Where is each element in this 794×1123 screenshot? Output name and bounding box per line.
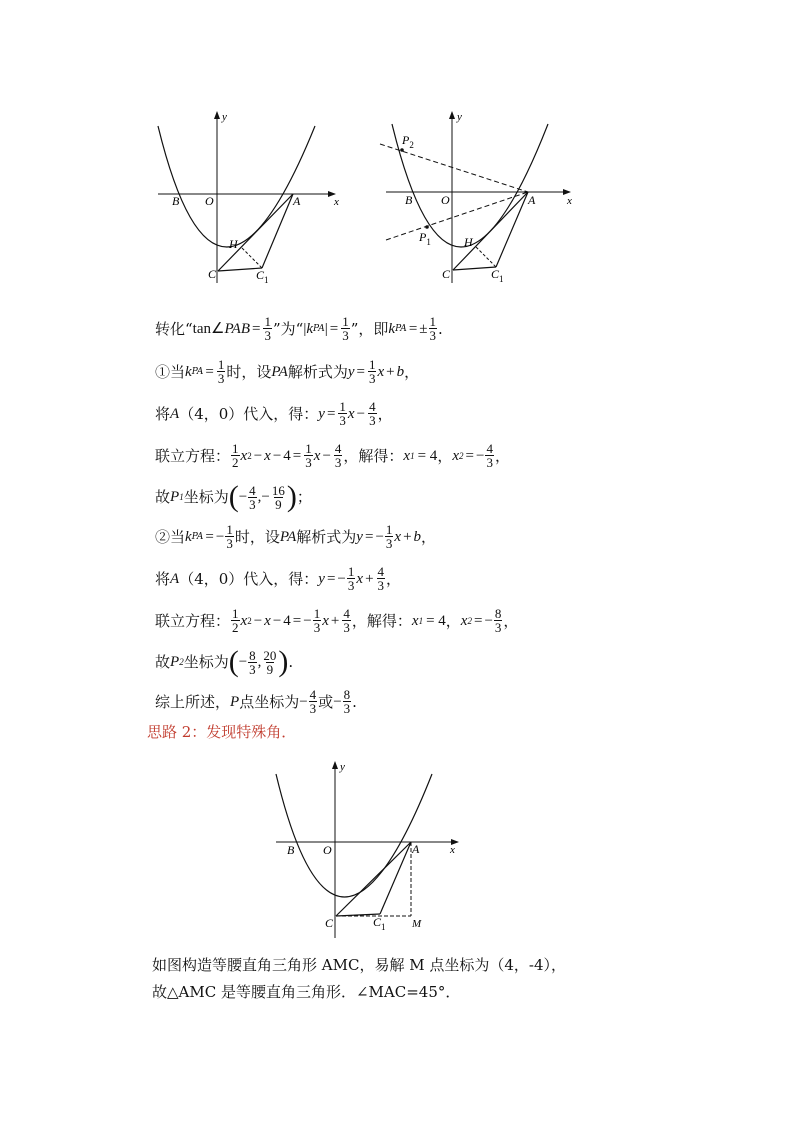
line-case-1: ①当 k PA = $\frac{1}{3}$ 时，设 PA 解析式为 y = $\frac{1}{3}$ x + b ， [155,357,420,386]
dashed-HC1 [242,248,262,268]
segment-AC [218,194,293,271]
label-P2: $P_2$ [402,133,414,150]
dashed-HC1 [476,247,496,267]
figure-parabola-1 [150,108,350,288]
figure-parabola-2 [378,108,578,288]
label-C: C [442,267,451,281]
point-P1 [425,225,429,229]
line-p1-coord: 故 P 1 坐标为 ( − $\frac{4}{3}$ , − $\frac{16}{9}$ ) ； [155,480,312,513]
label-A: A [293,194,301,208]
parabola-curve [276,774,432,897]
label-B: B [405,193,413,207]
segment-AC1 [496,192,528,267]
label-B: B [172,194,180,208]
parabola-curve [392,124,548,247]
label-M: M [412,918,422,930]
conclusion-line-1: 如图构造等腰直角三角形 AMC，易解 M 点坐标为（4，-4）， [152,956,566,974]
label-C1: $C_1$ [373,915,386,932]
label-C: C [325,916,334,930]
line-p2-coord: 故 P 2 坐标为 ( − $\frac{8}{3}$ , $\frac{20}{9}$ ) . [155,645,294,678]
line-substitute-2: 将 A （4，0）代入，得： y = − $\frac{1}{3}$ x + $\frac{4}{3}$ ， [155,564,402,593]
line-system-1: 联立方程： $\frac{1}{2}$ x 2 − x − 4 = $\frac{1}{3}$ x − $\frac{4}{3}$ ，解得： x 1 = 4 ， x 2 = − $\frac{4}{3}$ ， [155,441,510,470]
label-B: B [287,843,295,857]
label-C1: $C_1$ [256,268,269,285]
label-P1: $P_1$ [419,230,431,247]
label-C: C [208,267,217,281]
figure-parabola-3 [270,758,470,943]
point-P2 [400,148,404,152]
line-case-2: ②当 k PA = − $\frac{1}{3}$ 时，设 PA 解析式为 y = − $\frac{1}{3}$ x + b ， [155,522,437,551]
label-y: y [457,111,462,123]
label-y: y [340,761,345,773]
label-x: x [450,844,455,856]
label-y: y [222,111,227,123]
conclusion-line-2: 故△AMC 是等腰直角三角形．∠MAC=45°． [152,983,461,1001]
segment-CC1 [453,267,496,270]
segment-AC [336,842,411,916]
segment-AC [453,192,528,270]
label-C1: $C_1$ [491,267,504,284]
parabola-curve [158,126,315,247]
segment-AC1 [380,842,411,914]
label-x: x [567,195,572,207]
label-O: O [323,843,332,857]
segment-AC1 [262,194,293,268]
label-O: O [441,193,450,207]
line-convert-tan: 转化“ tan∠ PAB = $\frac{1}{3}$ ”为“ | k PA | = $\frac{1}{3}$ ”，即 k PA = ± $\frac{1}{3}$ . [155,314,443,343]
label-H: H [229,237,238,251]
line-system-2: 联立方程： $\frac{1}{2}$ x 2 − x − 4 = − $\frac{1}{3}$ x + $\frac{4}{3}$ ，解得： x 1 = 4 ， x 2 = − $\frac{8}{3}$ ， [155,606,519,635]
label-A: A [412,842,420,856]
label-H: H [464,235,473,249]
label-O: O [205,194,214,208]
line-substitute-1: 将 A （4，0）代入，得： y = $\frac{1}{3}$ x − $\frac{4}{3}$ ， [155,399,393,428]
label-A: A [528,193,536,207]
idea-2-heading: 思路 2：发现特殊角． [147,723,297,741]
line-summary: 综上所述， P 点坐标为 − $\frac{4}{3}$ 或 − $\frac{8}{3}$ . [155,687,357,716]
label-x: x [334,196,339,208]
fraction-1-3: $\frac{1}{3}$ [264,314,271,343]
